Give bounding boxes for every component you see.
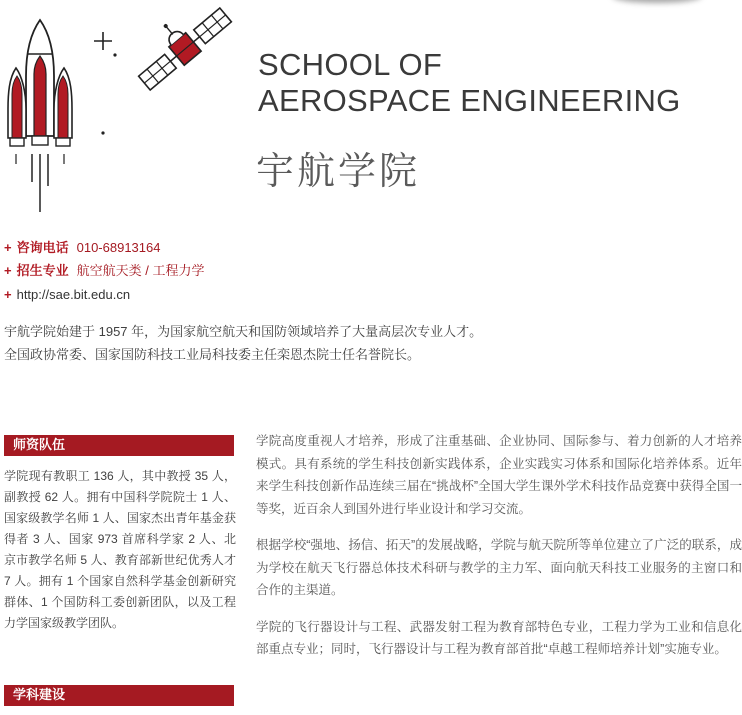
phone-value[interactable]: 010-68913164 xyxy=(76,240,161,255)
right-paragraph-1: 学院高度重视人才培养，形成了注重基础、企业协同、国际参与、着力创新的人才培养模式。具有系统的学生科技创新实践体系，企业实践实习体系和国际化培养体系。近年来学生科技创新作品连续三届在“挑战杯”全国大学生课外学术科技作品竞赛中获得全国一等奖，近百余人到国外进行毕业设计和学习交流。 xyxy=(256,434,742,516)
title-en-line2: AEROSPACE ENGINEERING xyxy=(258,83,681,118)
phone-label: 咨询电话 xyxy=(16,240,69,255)
info-website xyxy=(4,286,130,304)
intro-paragraph: 宇航学院始建于 1957 年，为国家航空航天和国防领域培养了大量高层次专业人才。全国政协常委、国家国防科技工业局科技委主任栾恩杰院士任名誉院长。 xyxy=(4,324,483,362)
website-link[interactable]: http://sae.bit.edu.cn xyxy=(16,287,131,302)
rocket-illustration xyxy=(0,14,90,219)
faculty-heading: 师资队伍 xyxy=(4,435,234,455)
dot-icon xyxy=(112,52,118,58)
info-majors xyxy=(4,262,204,280)
info-phone xyxy=(4,239,160,257)
dot-icon xyxy=(100,130,106,136)
plus-icon: + xyxy=(4,263,12,278)
right-paragraph-3: 学院的飞行器设计与工程、武器发射工程为教育部特色专业，工程力学为工业和信息化部重点专业；同时，飞行器设计与工程为教育部首批“卓越工程师培养计划”实施专业。 xyxy=(256,619,742,656)
sparkle-plus-icon xyxy=(92,30,114,52)
majors-value: 航空航天类 / 工程力学 xyxy=(76,263,205,278)
discipline-heading: 学科建设 xyxy=(4,685,234,705)
discipline-heading-underline xyxy=(4,705,234,706)
faculty-text: 学院现有教职工 136 人，其中教授 35 人，副教授 62 人。拥有中国科学院院士 1 人、国家级教学名师 1 人、国家杰出青年基金获得者 3 人、国家 973 首席科学家 2 人、北京市教学名师 5 人、教育部新世纪优秀人才 7 人。拥有 1 个国家自然科学基金创新研究群体、1 个国防科工委创新团队，以及工程力学国家级教学团队。 xyxy=(4,469,236,630)
majors-label: 招生专业 xyxy=(16,263,69,278)
faculty-heading-underline xyxy=(4,455,234,456)
title-en-line1: SCHOOL OF xyxy=(258,47,443,82)
satellite-illustration xyxy=(130,4,240,94)
plus-icon: + xyxy=(4,287,12,302)
plus-icon: + xyxy=(4,240,12,255)
right-paragraph-2: 根据学校“强地、扬信、拓天”的发展战略，学院与航天院所等单位建立了广泛的联系，成为学校在航天飞行器总体技术科研与教学的主力军、面向航天科技工业服务的主窗口和合作的主渠道。 xyxy=(256,538,742,597)
title-cn: 宇航学院 xyxy=(256,151,421,193)
right-column xyxy=(256,430,742,675)
